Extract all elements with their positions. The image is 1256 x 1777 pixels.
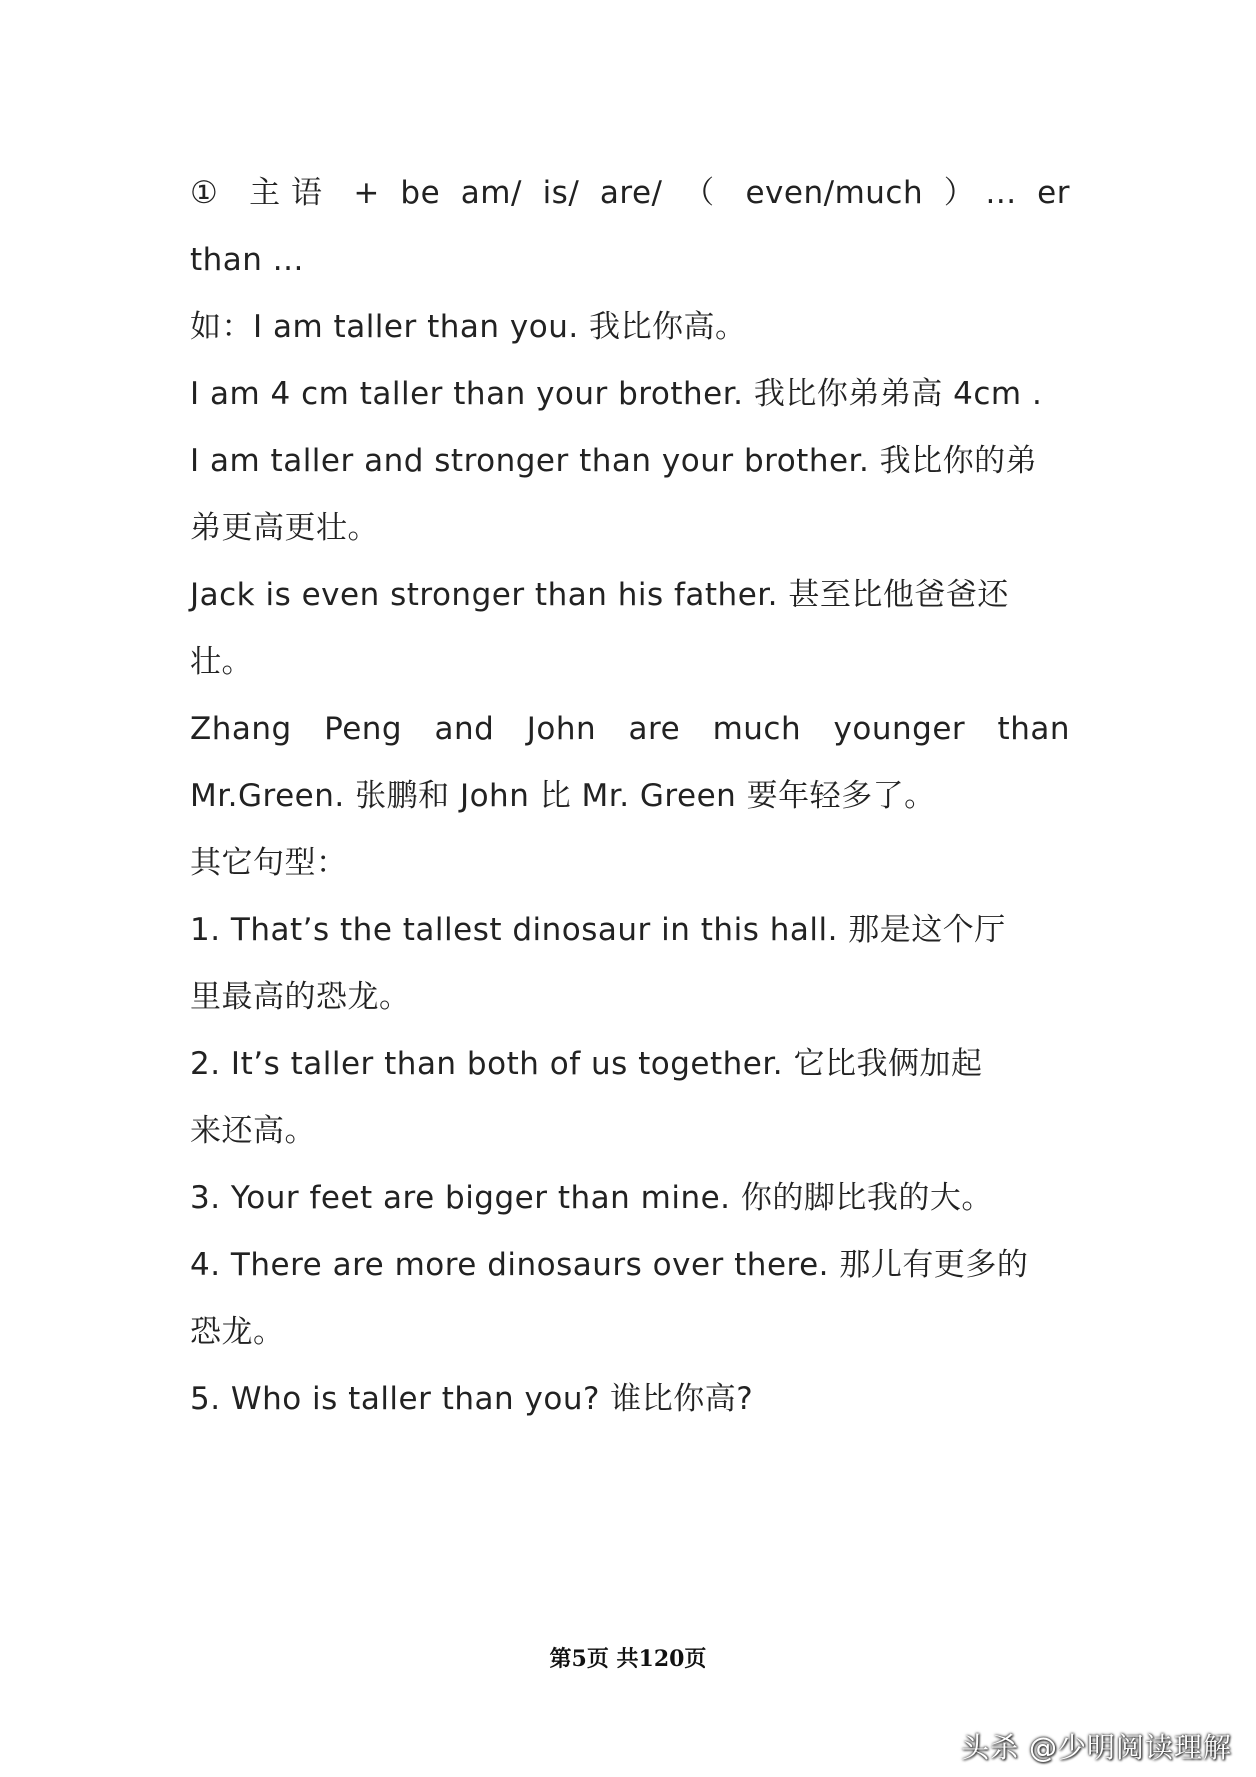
text-line: 里最高的恐龙。 [190, 979, 411, 1015]
text-line: 弟更高更壮。 [190, 510, 379, 546]
text-line: 壮。 [190, 644, 253, 680]
text-line: 2. It’s taller than both of us together. 它比我俩加起 [190, 1046, 983, 1082]
text-line: Mr.Green. 张鹏和 John 比 Mr. Green 要年轻多了。 [190, 778, 936, 814]
text-line: Jack is even stronger than his father. 甚至比他爸爸还 [190, 577, 1009, 613]
page-number: 第5页 共120页 [549, 1646, 707, 1672]
text-line: 来还高。 [190, 1113, 316, 1149]
watermark: 头杀 @少明阅读理解 [961, 1731, 1232, 1764]
text-line: 1. That’s the tallest dinosaur in this hall. 那是这个厅 [190, 912, 1006, 948]
text-line: I am taller and stronger than your brother. 我比你的弟 [190, 443, 1038, 479]
text-line: 恐龙。 [190, 1314, 285, 1350]
text-line: Zhang Peng and John are much younger than [190, 711, 1070, 747]
text-line: I am 4 cm taller than your brother. 我比你弟弟高 4cm . [190, 376, 1043, 412]
text-line: 如：I am taller than you. 我比你高。 [190, 309, 747, 345]
text-line: than ... [190, 242, 304, 278]
text-line: 4. There are more dinosaurs over there. 那儿有更多的 [190, 1247, 1029, 1283]
text-line: ① 主语 + be am/ is/ are/ （ even/much ）... er [190, 175, 1070, 211]
document-body [190, 160, 1070, 1433]
section-heading: 其它句型： [190, 845, 348, 881]
text-line: 5. Who is taller than you? 谁比你高? [190, 1381, 754, 1417]
text-line: 3. Your feet are bigger than mine. 你的脚比我的大。 [190, 1180, 993, 1216]
